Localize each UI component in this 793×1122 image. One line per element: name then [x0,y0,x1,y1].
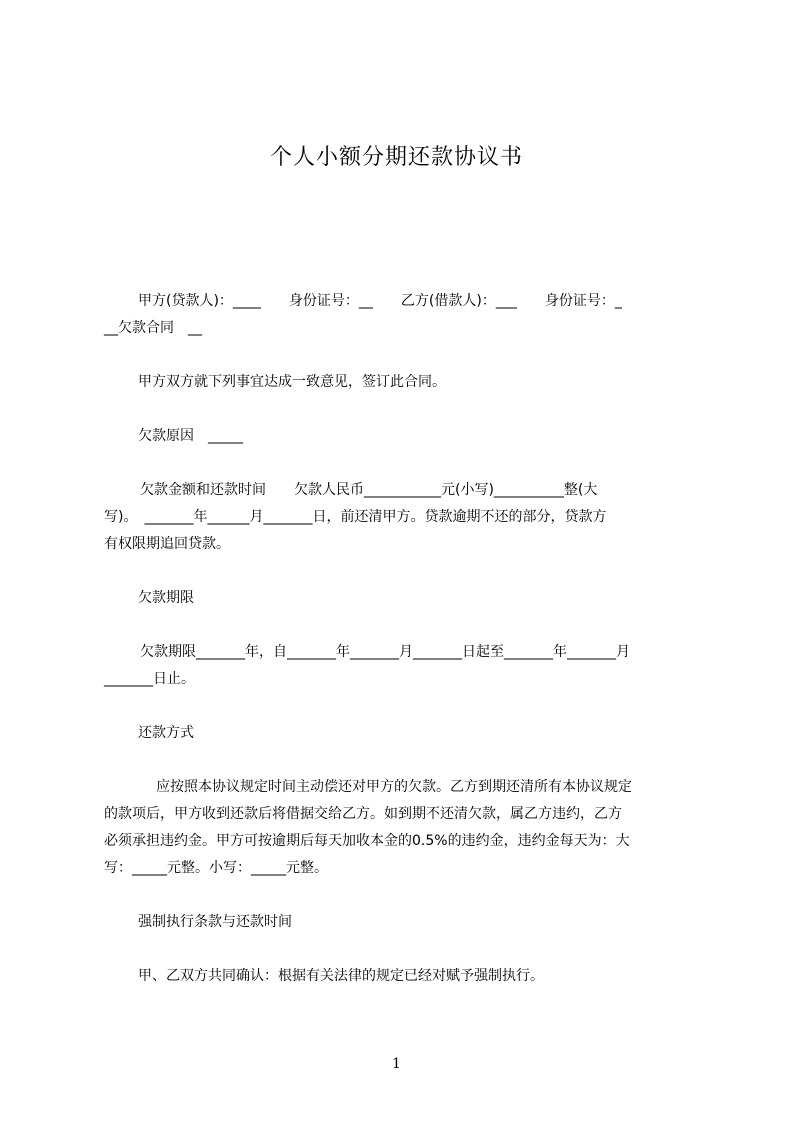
term-line-2: _______日止。 [104,671,195,687]
repayment-line-1: 应按照本协议规定时间主动偿还对甲方的欠款。乙方到期还清所有本协议规定 [156,779,632,795]
repayment-line-4: 写：_____元整。小写：_____元整。 [104,860,328,876]
repayment-heading: 还款方式 [138,725,194,741]
amount-line-2: 写)。 _______年______月_______日，前还清甲方。贷款逾期不还的部分，贷款方 [104,509,607,525]
term-heading: 欠款期限 [138,590,194,606]
term-line-1: 欠款期限_______年，自_______年_______月_______日起至_______年_______月 [140,644,630,660]
repayment-line-2: 的款项后，甲方收到还款后将借据交给乙方。如到期不还清欠款，属乙方违约，乙方 [104,806,622,822]
document-title: 个人小额分期还款协议书 [269,145,523,170]
reason-line: 欠款原因 _____ [138,428,243,444]
page-number: 1 [392,1056,401,1072]
agreement-intro: 甲方双方就下列事宜达成一致意见，签订此合同。 [138,374,446,390]
amount-line-3: 有权限期追回贷款。 [104,536,230,552]
party-info-line-2: __欠款合同 __ [104,320,202,336]
enforcement-heading: 强制执行条款与还款时间 [138,914,292,930]
amount-line-1: 欠款金额和还款时间 欠款人民币___________元(小写)__________整(大 [140,482,598,498]
enforcement-line: 甲、乙双方共同确认：根据有关法律的规定已经对赋予强制执行。 [138,968,544,984]
party-info-line-1: 甲方(贷款人)：____ 身份证号：__ 乙方(借款人)：___ 身份证号：_ [138,293,622,309]
repayment-line-3: 必须承担违约金。甲方可按逾期后每天加收本金的0.5%的违约金，违约金每天为：大 [104,833,630,849]
